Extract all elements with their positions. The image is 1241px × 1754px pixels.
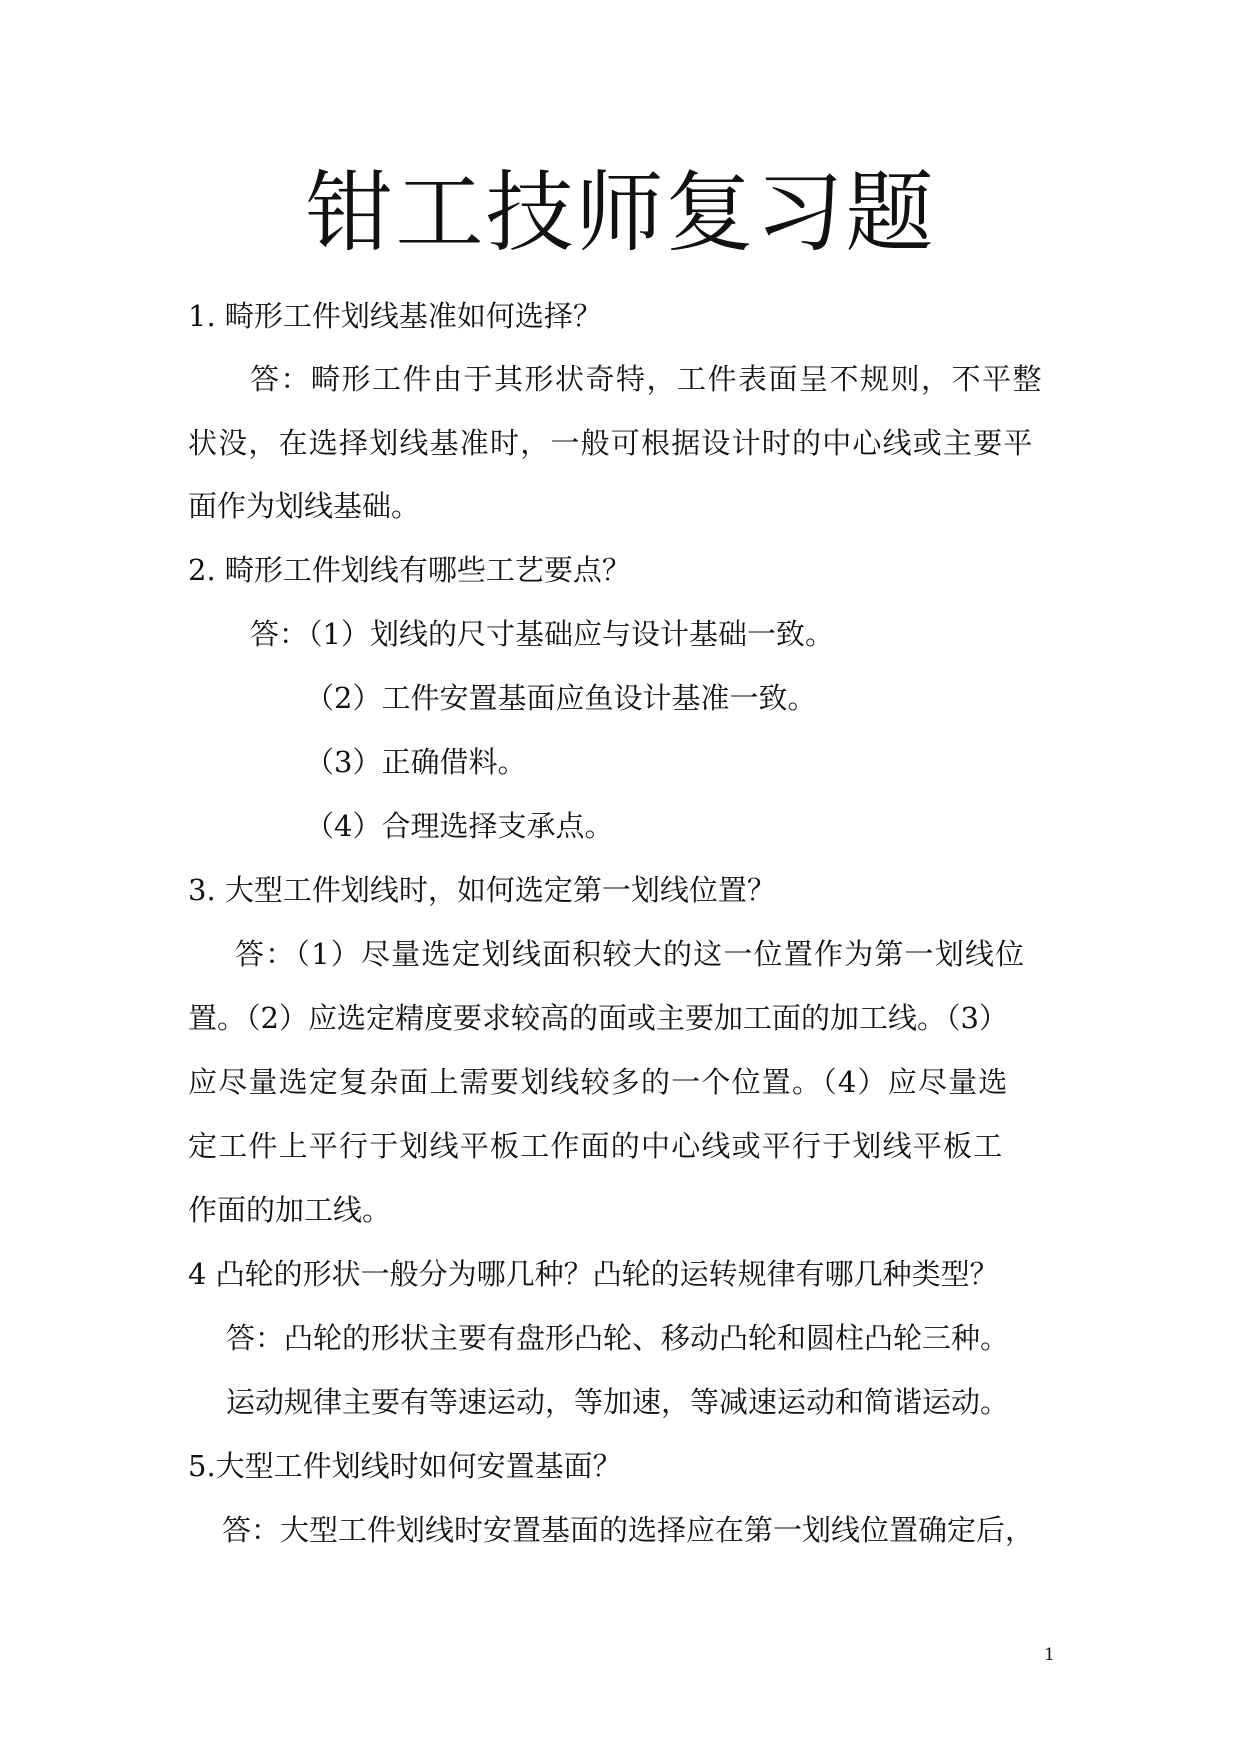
answer-1-line-3: 面作为划线基础。 — [188, 489, 421, 523]
answer-1-line-1: 答：畸形工件由于其形状奇特，工件表面呈不规则，不平整 — [250, 362, 1044, 396]
answer-2-line-2: （2）工件安置基面应鱼设计基准一致。 — [305, 681, 817, 715]
answer-3-line-1: 答：（1）尽量选定划线面积较大的这一位置作为第一划线位 — [235, 937, 1026, 971]
question-2: 2. 畸形工件划线有哪些工艺要点？ — [188, 553, 631, 587]
question-4: 4 凸轮的形状一般分为哪几种？凸轮的运转规律有哪几种类型？ — [188, 1257, 999, 1291]
answer-2-line-1: 答：（1）划线的尺寸基础应与设计基础一致。 — [250, 617, 834, 651]
question-5: 5.大型工件划线时如何安置基面？ — [188, 1449, 622, 1483]
answer-3-line-4: 定工件上平行于划线平板工作面的中心线或平行于划线平板工 — [188, 1129, 1004, 1163]
answer-3-line-2: 置。（2）应选定精度要求较高的面或主要加工面的加工线。（3） — [188, 1001, 1008, 1035]
answer-3-line-3: 应尽量选定复杂面上需要划线较多的一个位置。（4）应尽量选 — [188, 1065, 1009, 1099]
page-number: 1 — [1044, 1645, 1055, 1665]
answer-2-line-4: （4）合理选择支承点。 — [305, 809, 614, 843]
document-title: 钳工技师复习题 — [305, 161, 936, 264]
answer-5-line-1: 答：大型工件划线时安置基面的选择应在第一划线位置确定后， — [222, 1513, 1035, 1547]
answer-2-line-3: （3）正确借料。 — [305, 745, 527, 779]
answer-1-line-2: 状没，在选择划线基准时，一般可根据设计时的中心线或主要平 — [188, 426, 1034, 460]
answer-4-line-2: 运动规律主要有等速运动，等加速，等减速运动和简谐运动。 — [226, 1385, 1010, 1419]
question-3: 3. 大型工件划线时，如何选定第一划线位置？ — [188, 873, 776, 907]
answer-3-line-5: 作面的加工线。 — [188, 1193, 392, 1227]
question-1: 1. 畸形工件划线基准如何选择？ — [188, 299, 602, 333]
answer-4-line-1: 答：凸轮的形状主要有盘形凸轮、移动凸轮和圆柱凸轮三种。 — [226, 1321, 1010, 1355]
